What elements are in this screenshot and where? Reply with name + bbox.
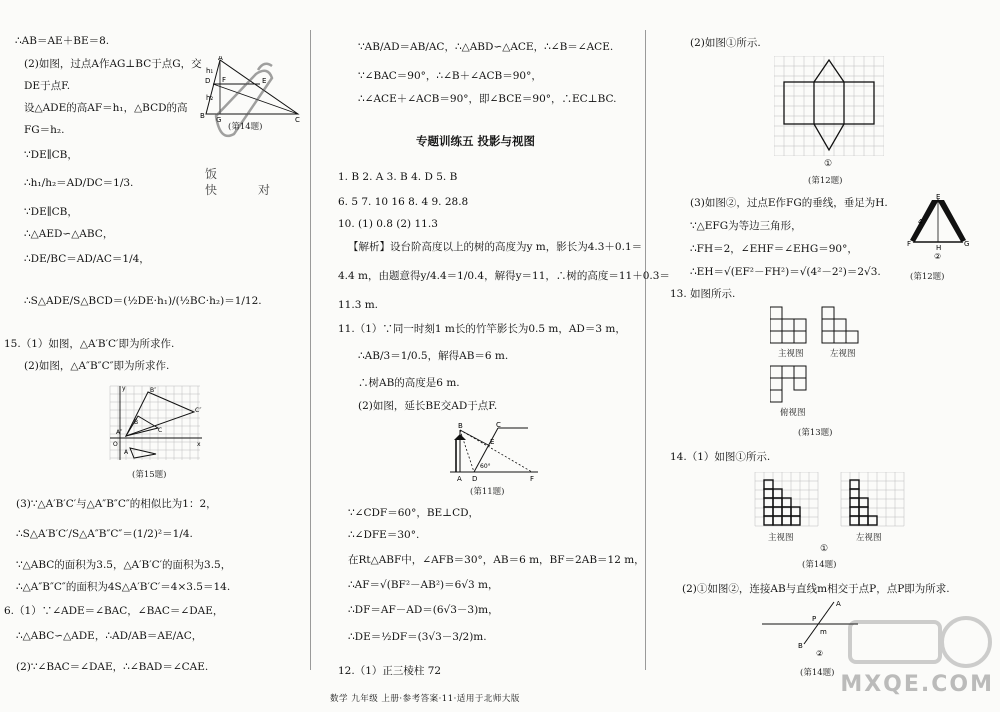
text-line: DE于点F. xyxy=(24,80,71,92)
fig15-label: B xyxy=(134,419,139,426)
view-label: 主视图 xyxy=(768,533,794,543)
q11b-line: 在Rt△ABF中，∠AFB＝30°，AB＝6 m，BF＝2AB＝12 m， xyxy=(348,554,645,566)
view-label: 主视图 xyxy=(778,349,804,359)
text-line: (2)如图①所示. xyxy=(690,37,761,49)
text-line: ∴S△ADE/S△BCD＝(½DE·h₁)/(½BC·h₂)＝1/12. xyxy=(24,295,262,307)
fig14b-label: m xyxy=(820,628,827,636)
figure-15-grid xyxy=(108,382,204,464)
figure-caption: (第12题) xyxy=(808,176,843,186)
q11-line: ∴AB/3＝1/0.5，解得AB＝6 m. xyxy=(358,350,509,362)
figure-caption: (第12题) xyxy=(910,272,945,282)
figure-14-line-m xyxy=(760,596,860,658)
column-divider xyxy=(645,30,646,670)
text-line: 15.（1）如图，△A′B′C′即为所求作. xyxy=(4,338,175,350)
watermark-text: MXQE.COM xyxy=(840,672,994,697)
column-divider xyxy=(310,30,311,670)
text-line: ∴FH＝2，∠EHF＝∠EHG＝90°， xyxy=(690,243,858,255)
fig14-label: h₁ xyxy=(206,67,214,75)
text-line: ∵△ABC的面积为3.5，△A′B′C′的面积为3.5， xyxy=(16,559,232,571)
q11b-line: ∴∠DFE＝30°. xyxy=(348,529,420,541)
text-line: FG＝h₂. xyxy=(24,124,65,136)
text-line: ∴△AED∽△ABC， xyxy=(24,228,114,240)
fig14b-label: B xyxy=(798,642,803,650)
fig11-label: E xyxy=(490,438,495,446)
text-line: ∴AB＝AE＋BE＝8. xyxy=(15,35,110,47)
page-footer: 数学 九年级 上册·参考答案·11·适用于北师大版 xyxy=(330,694,520,704)
figure-caption: (第14题) xyxy=(802,560,837,570)
fig11-label: D xyxy=(472,475,478,482)
fig15-label: C″ xyxy=(195,407,202,414)
text-line: ∵∠BAC＝90°，∴∠B＋∠ACB＝90°， xyxy=(358,70,542,82)
q12-line: 12.（1）正三棱柱 72 xyxy=(338,665,442,677)
view-label: 俯视图 xyxy=(780,408,806,418)
stamp-text: 快 xyxy=(205,183,218,197)
fig15-label: O xyxy=(113,441,118,448)
analysis-line: 4.4 m，由题意得y/4.4＝1/0.4，解得y＝11，∴树的高度＝11＋0.3＝ xyxy=(338,270,670,282)
text-line: (2)①如图②，连接AB与直线m相交于点P，点P即为所求. xyxy=(682,583,950,595)
fig12b-label: E xyxy=(936,194,941,201)
text-line: ∵△EFG为等边三角形， xyxy=(690,220,802,232)
fig14-label: G xyxy=(216,116,222,124)
section-title: 专题训练五 投影与视图 xyxy=(416,134,536,148)
fig11-label: A xyxy=(457,475,462,482)
q11-line: 11.（1）∵同一时刻1 m长的竹竿影长为0.5 m，AD＝3 m， xyxy=(338,323,626,335)
text-line: ∴△ABC∽△ADE，∴AD/AB＝AE/AC， xyxy=(16,630,203,642)
text-line: (2)如图，过点A作AG⊥BC于点G，交 xyxy=(24,58,202,70)
fig14-label: A xyxy=(218,56,223,62)
fig12b-label: 4 xyxy=(918,218,923,226)
text-line: 14.（1）如图①所示. xyxy=(670,451,771,463)
figure-13-front-view xyxy=(770,305,870,353)
fig15-label: y xyxy=(122,385,126,392)
q11b-line: ∴DF＝AF－AD＝(6√3－3)m， xyxy=(348,604,499,616)
fig15-label: A″ xyxy=(116,429,123,436)
fig12b-label: F xyxy=(907,240,912,248)
stamp-text: 对 xyxy=(258,183,271,197)
fig14-label: D xyxy=(205,77,211,85)
analysis-line: 【解析】设台阶高度以上的树的高度为y m，影长为4.3＋0.1＝ xyxy=(348,241,643,253)
answer-line: 1. B 2. A 3. B 4. D 5. B xyxy=(338,171,458,183)
figure-caption: (第14题) xyxy=(228,122,263,132)
q11b-line: ∴AF＝√(BF²－AB²)＝6√3 m， xyxy=(348,579,499,591)
fig14-label: B xyxy=(200,112,205,120)
view-label: 左视图 xyxy=(830,349,856,359)
answer-line: 10. (1) 0.8 (2) 11.3 xyxy=(338,218,438,230)
text-line: (3)∵△A′B′C′与△A″B″C″的相似比为1：2， xyxy=(16,498,217,510)
stamp-text: 饭 xyxy=(205,167,218,181)
text-line: 13. 如图所示. xyxy=(670,288,736,300)
q11b-line: ∴DE＝½DF＝(3√3－3/2)m. xyxy=(348,631,487,643)
fig11-label: F xyxy=(530,475,535,482)
text-line: ∵DE∥CB， xyxy=(24,206,78,218)
text-line: ∵AB/AD＝AB/AC，∴△ABD∽△ACE，∴∠B＝∠ACE. xyxy=(358,41,614,53)
answer-line: 6. 5 7. 10 16 8. 4 9. 28.8 xyxy=(338,196,469,208)
fig14b-label: P xyxy=(812,615,817,623)
text-line: (2)∵∠BAC＝∠DAE，∴∠BAD＝∠CAE. xyxy=(16,661,209,673)
text-line: (3)如图②，过点E作FG的垂线，垂足为H. xyxy=(690,197,888,209)
figure-14-views xyxy=(750,472,910,534)
fig14-label: C xyxy=(295,116,300,124)
text-line: ∴∠ACE＋∠ACB＝90°，即∠BCE＝90°，∴EC⊥BC. xyxy=(358,93,617,105)
view-label: 左视图 xyxy=(856,533,882,543)
text-line: ∵DE∥CB， xyxy=(24,149,78,161)
figure-caption: (第11题) xyxy=(470,487,505,497)
fig11-label: B xyxy=(458,422,463,430)
fig14-label: E xyxy=(262,77,267,85)
fig15-label: x xyxy=(197,441,201,448)
text-line: ∴△A″B″C″的面积为4S△A′B′C′＝4×3.5＝14. xyxy=(16,581,231,593)
fig12b-label: ② xyxy=(934,252,942,261)
fig14b-label: ② xyxy=(816,649,824,658)
fig15-label: B″ xyxy=(150,387,157,394)
fig14b-label: A xyxy=(836,600,841,608)
figure-13-top-view xyxy=(770,364,820,406)
q11b-line: ∵∠CDF＝60°，BE⊥CD， xyxy=(348,507,480,519)
fig12b-label: H xyxy=(936,244,942,252)
text-line: ∴h₁/h₂＝AD/DC＝1/3. xyxy=(24,177,134,189)
text-line: (2)如图，△A″B″C″即为所求作. xyxy=(24,360,170,372)
figure-number: ① xyxy=(824,159,833,169)
text-line: ∴S△A′B′C′/S△A″B″C″＝(1/2)²＝1/4. xyxy=(16,528,193,540)
figure-12-triangle xyxy=(906,194,972,266)
figure-caption: (第13题) xyxy=(798,428,833,438)
q11-line: ∴树AB的高度是6 m. xyxy=(358,377,460,389)
figure-caption: (第15题) xyxy=(132,470,167,480)
figure-caption: (第14题) xyxy=(800,668,835,678)
fig11-label: C xyxy=(496,421,501,429)
text-line: 设△ADE的高AF＝h₁，△BCD的高 xyxy=(24,102,188,114)
fig12b-label: G xyxy=(964,240,970,248)
text-line: 6.（1）∵∠ADE＝∠BAC，∠BAC＝∠DAE， xyxy=(4,605,224,617)
fig15-label: A xyxy=(124,449,129,456)
text-line: ∴EH＝√(EF²－FH²)＝√(4²－2²)＝2√3. xyxy=(690,266,881,278)
fig14-label: h₂ xyxy=(206,94,214,102)
figure-number: ① xyxy=(820,544,829,554)
fig14-label: F xyxy=(222,76,227,84)
figure-12-net xyxy=(774,56,884,156)
figure-11 xyxy=(448,420,544,482)
fig11-label: 60° xyxy=(480,463,491,470)
q11-line: (2)如图，延长BE交AD于点F. xyxy=(358,400,498,412)
text-line: ∴DE/BC＝AD/AC＝1/4， xyxy=(24,253,150,265)
analysis-line: 11.3 m. xyxy=(338,299,379,311)
fig15-label: C xyxy=(158,427,163,434)
